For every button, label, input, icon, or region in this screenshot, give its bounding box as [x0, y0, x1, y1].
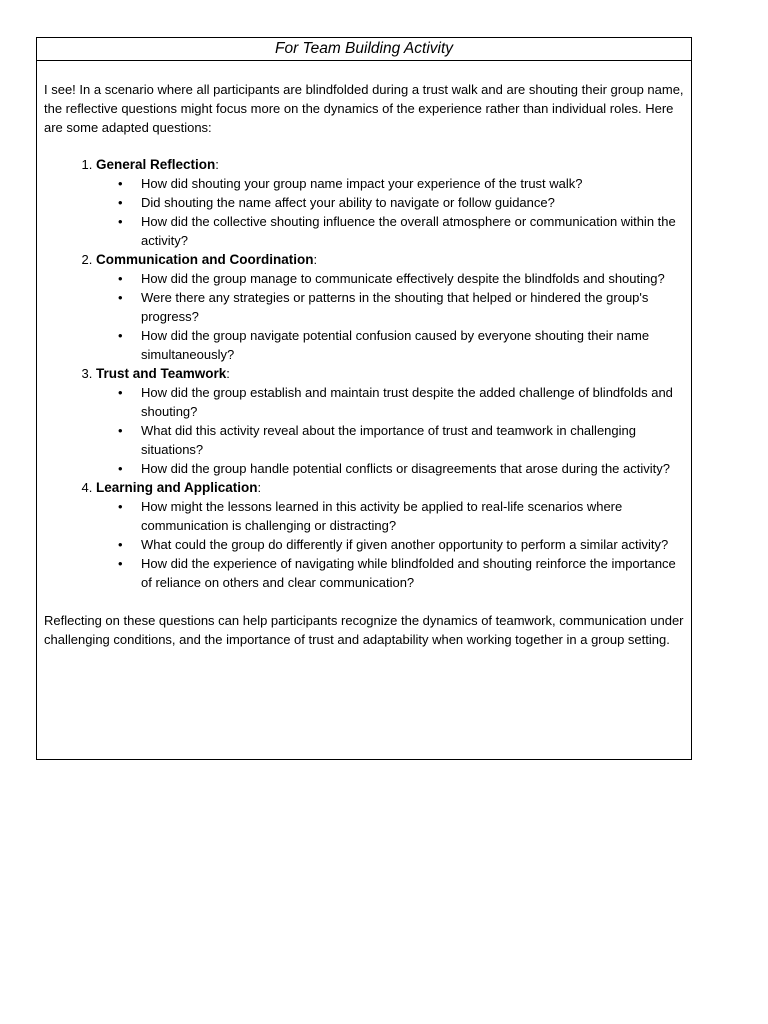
question-list	[96, 269, 685, 364]
bullet-icon: •	[118, 271, 123, 286]
question-text: What did this activity reveal about the importance of trust and teamwork in challenging situations?	[141, 423, 636, 457]
question-text: How did the experience of navigating while blindfolded and shouting reinforce the importance of reliance on others and clear communication?	[141, 556, 676, 590]
list-item	[118, 288, 685, 326]
question-text: What could the group do differently if given another opportunity to perform a similar activity?	[141, 537, 669, 552]
bullet-icon: •	[118, 385, 123, 400]
question-list	[96, 174, 685, 250]
bullet-icon: •	[118, 195, 123, 210]
document-table	[36, 37, 692, 760]
question-text: How did the group navigate potential confusion caused by everyone shouting their name simultaneously?	[141, 328, 650, 362]
question-text: How did the collective shouting influence the overall atmosphere or communication within the activity?	[141, 214, 676, 248]
list-item	[118, 174, 685, 193]
list-item	[118, 459, 685, 478]
section-title: Trust and Teamwork	[96, 366, 227, 381]
question-sections	[44, 155, 685, 592]
section-title: Communication and Coordination	[96, 252, 314, 267]
list-item	[118, 383, 685, 421]
list-item	[118, 535, 685, 554]
bullet-icon: •	[118, 556, 123, 571]
question-list	[96, 497, 685, 592]
question-text: How did shouting your group name impact your experience of the trust walk?	[141, 176, 583, 191]
section-item	[96, 250, 685, 364]
list-item	[118, 269, 685, 288]
intro-paragraph: I see! In a scenario where all participants are blindfolded during a trust walk and are shouting their group name, the reflective questions might focus more on the dynamics of the experience rather than individual roles. Here are some adapted questions:	[44, 82, 684, 135]
section-item	[96, 478, 685, 592]
list-item	[118, 497, 685, 535]
question-text: How did the group establish and maintain trust despite the added challenge of blindfolds and shouting?	[141, 385, 673, 419]
list-item	[118, 554, 685, 592]
list-item	[118, 212, 685, 250]
question-list	[96, 383, 685, 478]
section-item	[96, 155, 685, 250]
document-title: For Team Building Activity	[37, 38, 691, 61]
bullet-icon: •	[118, 499, 123, 514]
list-item	[118, 193, 685, 212]
bullet-icon: •	[118, 423, 123, 438]
list-item	[118, 326, 685, 364]
section-title-suffix: :	[226, 366, 230, 381]
bullet-icon: •	[118, 328, 123, 343]
section-title: Learning and Application	[96, 480, 258, 495]
section-title-suffix: :	[313, 252, 318, 267]
section-title-suffix: :	[257, 480, 262, 495]
closing-paragraph: Reflecting on these questions can help participants recognize the dynamics of teamwork, communication under challenging conditions, and the importance of trust and adaptability when working together in a group setting.	[44, 613, 684, 647]
section-title: General Reflection	[96, 157, 216, 172]
question-text: Were there any strategies or patterns in the shouting that helped or hindered the group's progress?	[141, 290, 649, 324]
document-body	[37, 61, 691, 649]
bullet-icon: •	[118, 290, 123, 305]
question-text: Did shouting the name affect your ability to navigate or follow guidance?	[141, 195, 555, 210]
bullet-icon: •	[118, 214, 123, 229]
list-item	[118, 421, 685, 459]
bullet-icon: •	[118, 537, 123, 552]
section-title-suffix: :	[215, 157, 219, 172]
section-item	[96, 364, 685, 478]
question-text: How might the lessons learned in this activity be applied to real-life scenarios where communication is challenging or distracting?	[141, 499, 623, 533]
question-text: How did the group manage to communicate effectively despite the blindfolds and shouting?	[141, 271, 665, 286]
question-text: How did the group handle potential conflicts or disagreements that arose during the activity?	[141, 461, 670, 476]
bullet-icon: •	[118, 176, 123, 191]
bullet-icon: •	[118, 461, 123, 476]
